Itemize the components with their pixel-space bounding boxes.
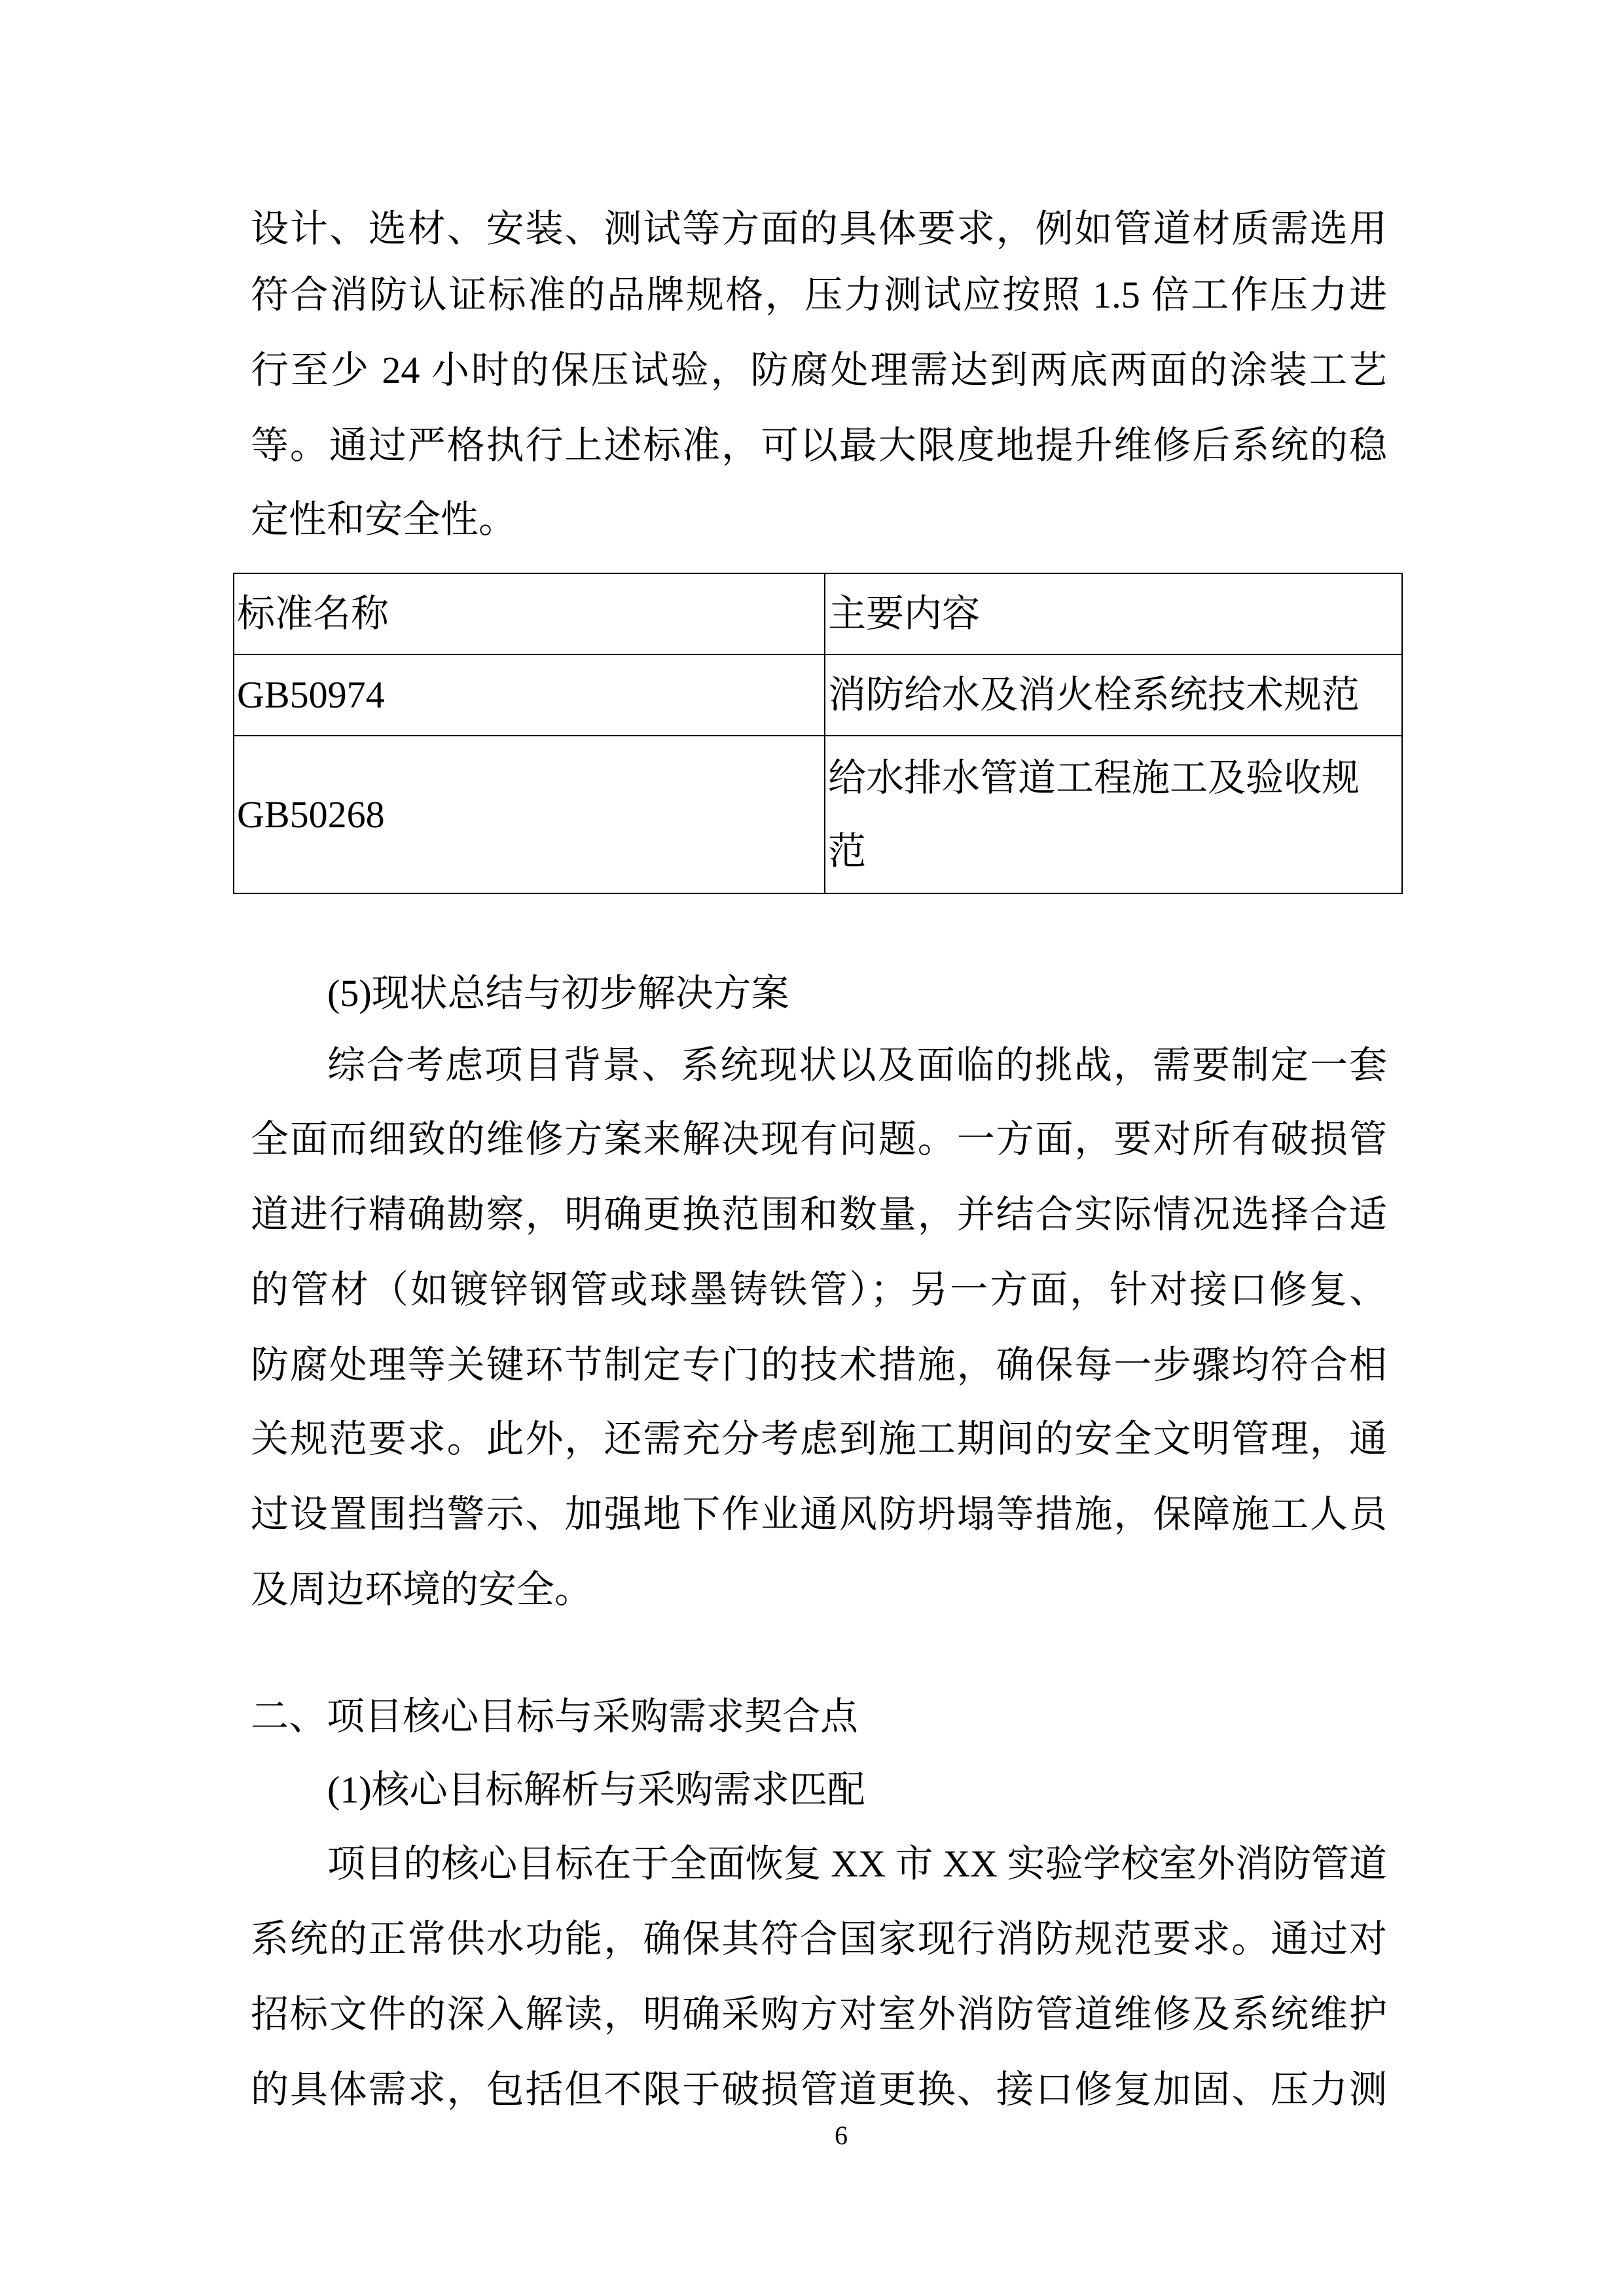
section-heading: (5)现状总结与初步解决方案 <box>327 972 789 1014</box>
standard-content-cell: 消防给水及消火栓系统技术规范 <box>825 655 1402 736</box>
text-line: 系统的正常供水功能，确保其符合国家现行消防规范要求。通过对 <box>251 1918 1387 1960</box>
section-heading: (1)核心目标解析与采购需求匹配 <box>327 1768 865 1811</box>
chapter-heading: 二、项目核心目标与采购需求契合点 <box>251 1695 859 1738</box>
header-cell: 主要内容 <box>825 573 1402 655</box>
text-line: 的具体需求，包括但不限于破损管道更换、接口修复加固、压力测 <box>251 2068 1387 2111</box>
text-line: 的管材（如镀锌钢管或球墨铸铁管）；另一方面，针对接口修复、 <box>251 1268 1387 1311</box>
header-cell: 标准名称 <box>234 573 825 655</box>
standard-content-cell <box>825 736 1402 893</box>
table-row <box>234 736 1402 893</box>
text-line: 行至少 24 小时的保压试验，防腐处理需达到两底两面的涂装工艺 <box>251 349 1387 391</box>
page-number: 6 <box>835 2121 848 2150</box>
standards-table <box>233 573 1403 894</box>
text-line: 及周边环境的安全。 <box>251 1568 593 1611</box>
text-line: 设计、选材、安装、测试等方面的具体要求，例如管道材质需选用 <box>251 207 1387 250</box>
text-line: 全面而细致的维修方案来解决现有问题。一方面，要对所有破损管 <box>251 1118 1387 1160</box>
text-line: 招标文件的深入解读，明确采购方对室外消防管道维修及系统维护 <box>251 1993 1387 2036</box>
cell-line: 范 <box>828 829 867 872</box>
text-line: 关规范要求。此外，还需充分考虑到施工期间的安全文明管理，通 <box>251 1418 1387 1460</box>
text-line: 等。通过严格执行上述标准，可以最大限度地提升维修后系统的稳 <box>251 424 1387 467</box>
text-line: 过设置围挡警示、加强地下作业通风防坍塌等措施，保障施工人员 <box>251 1493 1387 1535</box>
table-header-row <box>234 573 1402 655</box>
standard-name-cell: GB50268 <box>234 736 825 893</box>
text-line: 项目的核心目标在于全面恢复 XX 市 XX 实验学校室外消防管道 <box>327 1842 1387 1885</box>
text-line: 综合考虑项目背景、系统现状以及面临的挑战，需要制定一套 <box>327 1044 1387 1086</box>
cell-line: 给水排水管道工程施工及验收规 <box>828 756 1360 799</box>
text-line: 防腐处理等关键环节制定专门的技术措施，确保每一步骤均符合相 <box>251 1344 1387 1386</box>
table-row <box>234 655 1402 736</box>
text-line: 符合消防认证标准的品牌规格，压力测试应按照 1.5 倍工作压力进 <box>251 274 1387 316</box>
text-line: 道进行精确勘察，明确更换范围和数量，并结合实际情况选择合适 <box>251 1193 1387 1236</box>
text-line: 定性和安全性。 <box>251 498 517 541</box>
standard-name-cell: GB50974 <box>234 655 825 736</box>
